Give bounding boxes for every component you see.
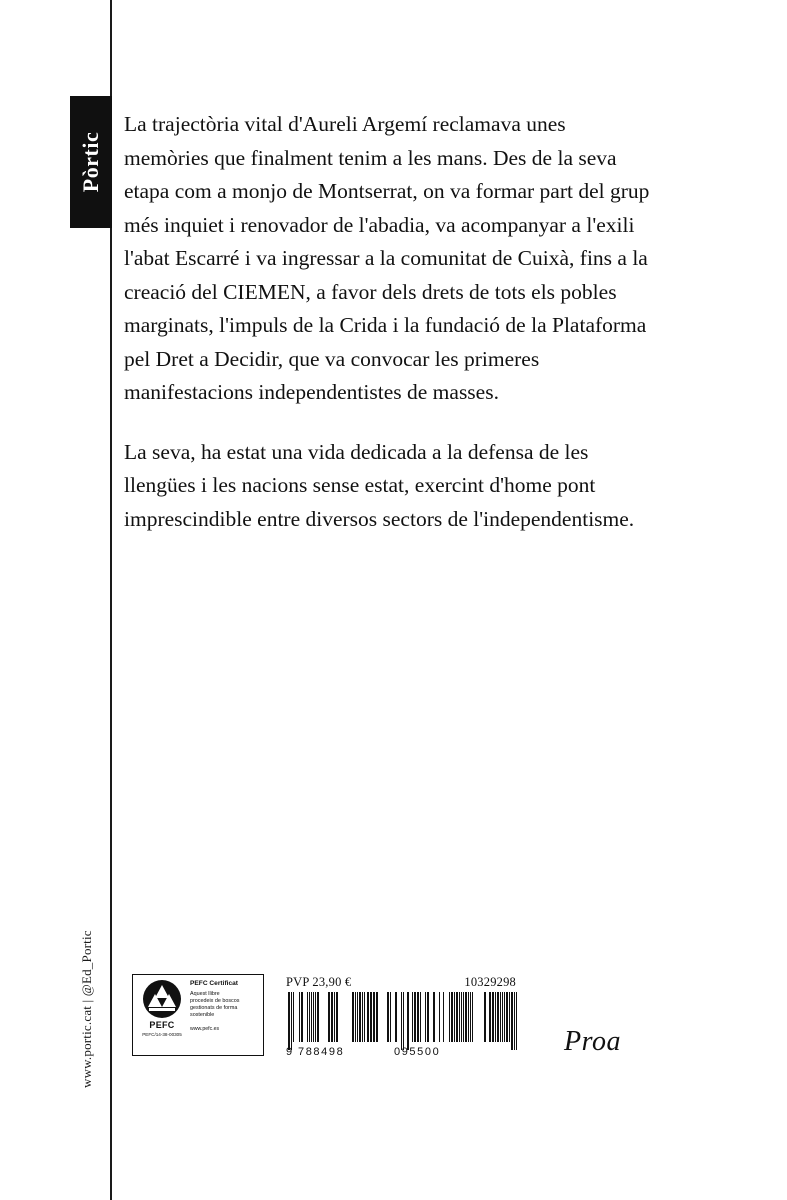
pefc-trees-icon [143, 980, 181, 1018]
publisher-tab-label: Pòrtic [78, 131, 103, 193]
publisher-tab [70, 96, 112, 228]
blurb-paragraph-1: La trajectòria vital d'Aureli Argemí reclamava unes memòries que finalment tenim a les mans. Des de la seva etapa com a monjo de Montserrat, on va formar part del grup més inquiet i renovador de l'abadia, va acompanyar a l'exili l'abat Escarré i va ingressar a la comunitat de Cuixà, fins a la creació del CIEMEN, a favor dels drets de tots els pobles marginats, l'impuls de la Crida i la fundació de la Plataforma pel Dret a Decidir, que va convocar les primeres manifestacions independentistes de masses. [124, 112, 650, 404]
cover-footer [124, 966, 664, 1096]
publisher-web-handle: www.portic.cat | @Ed_Portic [79, 930, 94, 1088]
price-label: PVP 23,90 € [286, 975, 352, 989]
pefc-url-label: www.pefc.es [190, 1026, 220, 1032]
price-and-reference-line [286, 975, 516, 990]
barcode-bars [286, 992, 518, 1050]
pefc-mark-label: PEFC [149, 1020, 175, 1030]
pefc-line-3: gestionats de forma [190, 1005, 238, 1011]
barcode-group-right: 095500 [394, 1046, 441, 1058]
imprint-logo: Proa [564, 1026, 621, 1057]
pefc-line-1: Aquest llibre [190, 991, 220, 997]
barcode-digits [286, 1046, 518, 1058]
back-cover-blurb [124, 108, 652, 536]
pefc-title-label: PEFC Certificat [190, 980, 238, 987]
barcode-group-left: 788498 [298, 1046, 345, 1058]
pefc-line-2: procedeix de boscos [190, 998, 240, 1004]
isbn-barcode [286, 992, 518, 1058]
pefc-logo-block [139, 980, 185, 1051]
pefc-line-4: sostenible [190, 1012, 215, 1018]
pefc-code-label: PEFC/14-38-00305 [142, 1032, 182, 1037]
barcode-lead-digit: 9 [286, 1046, 294, 1058]
internal-reference-label: 10329298 [464, 975, 516, 989]
pefc-text-block [185, 980, 259, 1051]
blurb-paragraph-2: La seva, ha estat una vida dedicada a la defensa de les llengües i les nacions sense estat, exercint d'home pont imprescindible entre diversos sectors de l'independentisme. [124, 439, 635, 531]
pefc-certification-box [132, 974, 264, 1056]
